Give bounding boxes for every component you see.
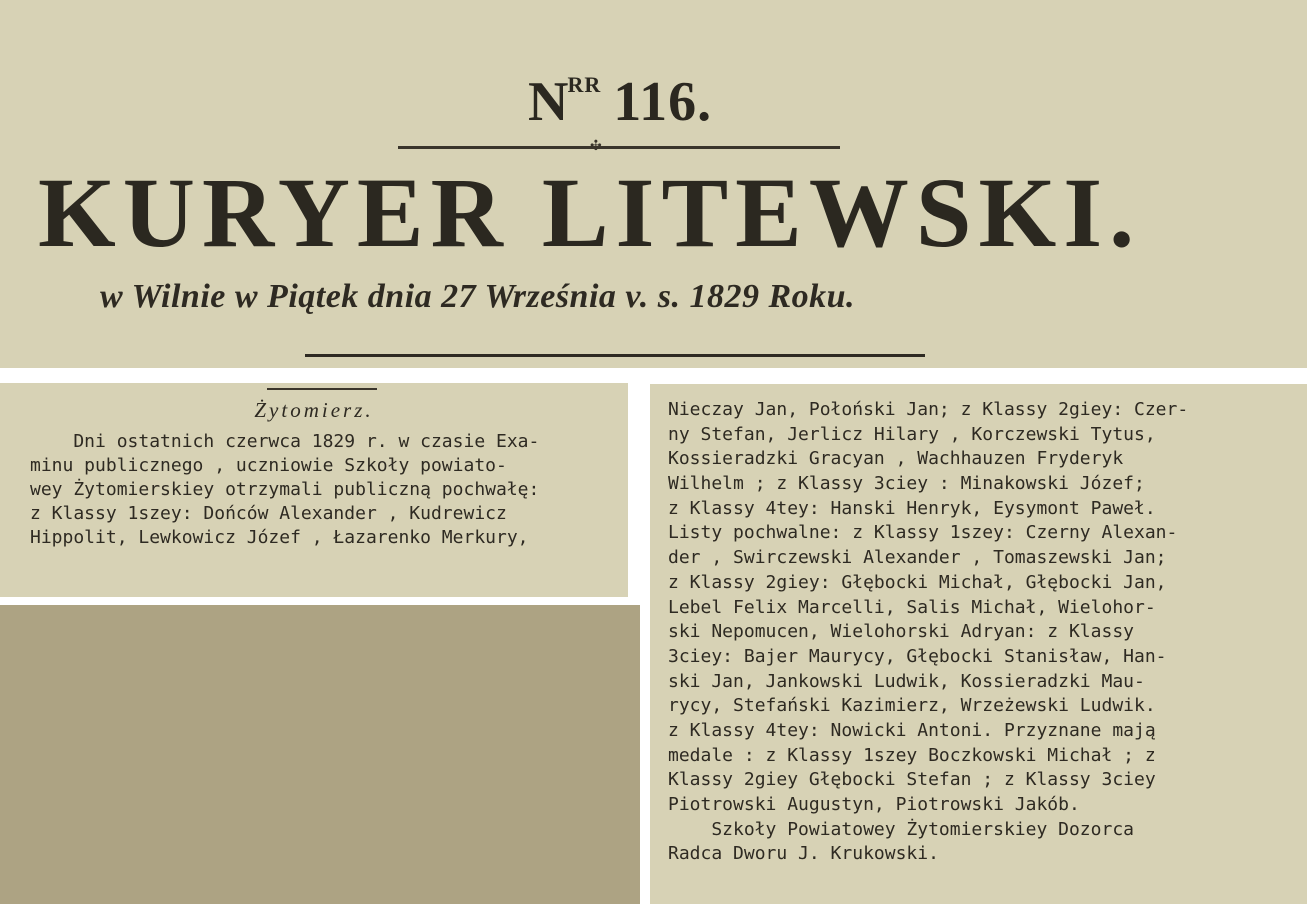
left-column-text xyxy=(30,430,620,550)
text-line: z Klassy 1szey: Dońców Alexander , Kudrewicz xyxy=(30,503,507,524)
section-divider xyxy=(267,388,377,390)
issue-prefix: N xyxy=(528,71,570,133)
masthead-divider xyxy=(305,354,925,357)
right-column-text xyxy=(668,398,1298,898)
text-line: Hippolit, Lewkowicz Józef , Łazarenko Merkury, xyxy=(30,527,529,548)
dateline: w Wilnie w Piątek dnia 27 Września v. s. 1829 Roku. xyxy=(100,278,856,315)
text-line: Wilhelm ; z Klassy 3ciey : Minakowski Józef; xyxy=(668,473,1145,495)
top-divider xyxy=(398,146,840,149)
text-line: der , Swirczewski Alexander , Tomaszewski Jan; xyxy=(668,547,1167,569)
text-line: Klassy 2giey Głębocki Stefan ; z Klassy 3ciey xyxy=(668,769,1156,791)
issue-superscript: RR xyxy=(567,72,602,97)
blank-area xyxy=(0,605,640,904)
text-line: minu publicznego , uczniowie Szkoły powiato- xyxy=(30,455,507,476)
text-line: Kossieradzki Gracyan , Wachhauzen Fryderyk xyxy=(668,448,1124,470)
text-line: Dni ostatnich czerwca 1829 r. w czasie Exa- xyxy=(30,431,540,452)
text-line: Lebel Felix Marcelli, Salis Michał, Wielohor- xyxy=(668,596,1156,618)
article-heading: Żytomierz. xyxy=(254,398,374,422)
text-line: z Klassy 2giey: Głębocki Michał, Głębocki Jan, xyxy=(668,571,1167,593)
newspaper-title: KURYER LITEWSKI. xyxy=(38,157,1142,268)
text-line: Nieczay Jan, Połoński Jan; z Klassy 2giey: Czer- xyxy=(668,399,1189,420)
text-line: z Klassy 4tey: Hanski Henryk, Eysymont Paweł. xyxy=(668,497,1156,519)
text-line: z Klassy 4tey: Nowicki Antoni. Przyznane mają xyxy=(668,719,1156,741)
text-line: Szkoły Powiatowey Żytomierskiey Dozorca xyxy=(668,818,1134,840)
issue-number-value: 116. xyxy=(613,71,713,133)
text-line: wey Żytomierskiey otrzymali publiczną pochwałę: xyxy=(30,479,540,500)
masthead-section xyxy=(0,0,1307,368)
issue-number xyxy=(528,70,728,134)
text-line: Listy pochwalne: z Klassy 1szey: Czerny Alexan- xyxy=(668,522,1178,544)
text-line: Piotrowski Augustyn, Piotrowski Jakób. xyxy=(668,794,1080,815)
text-line: medale : z Klassy 1szey Boczkowski Michał ; z xyxy=(668,744,1156,766)
ornament-icon: ✣ xyxy=(590,138,602,154)
text-line: ski Nepomucen, Wielohorski Adryan: z Klassy xyxy=(668,621,1134,643)
text-line: ny Stefan, Jerlicz Hilary , Korczewski Tytus, xyxy=(668,423,1156,445)
text-line: rycy, Stefański Kazimierz, Wrzeżewski Ludwik. xyxy=(668,695,1156,717)
text-line: ski Jan, Jankowski Ludwik, Kossieradzki Mau- xyxy=(668,670,1145,692)
text-line: 3ciey: Bajer Maurycy, Głębocki Stanisław, Han- xyxy=(668,645,1167,667)
text-line: Radca Dworu J. Krukowski. xyxy=(668,843,939,865)
